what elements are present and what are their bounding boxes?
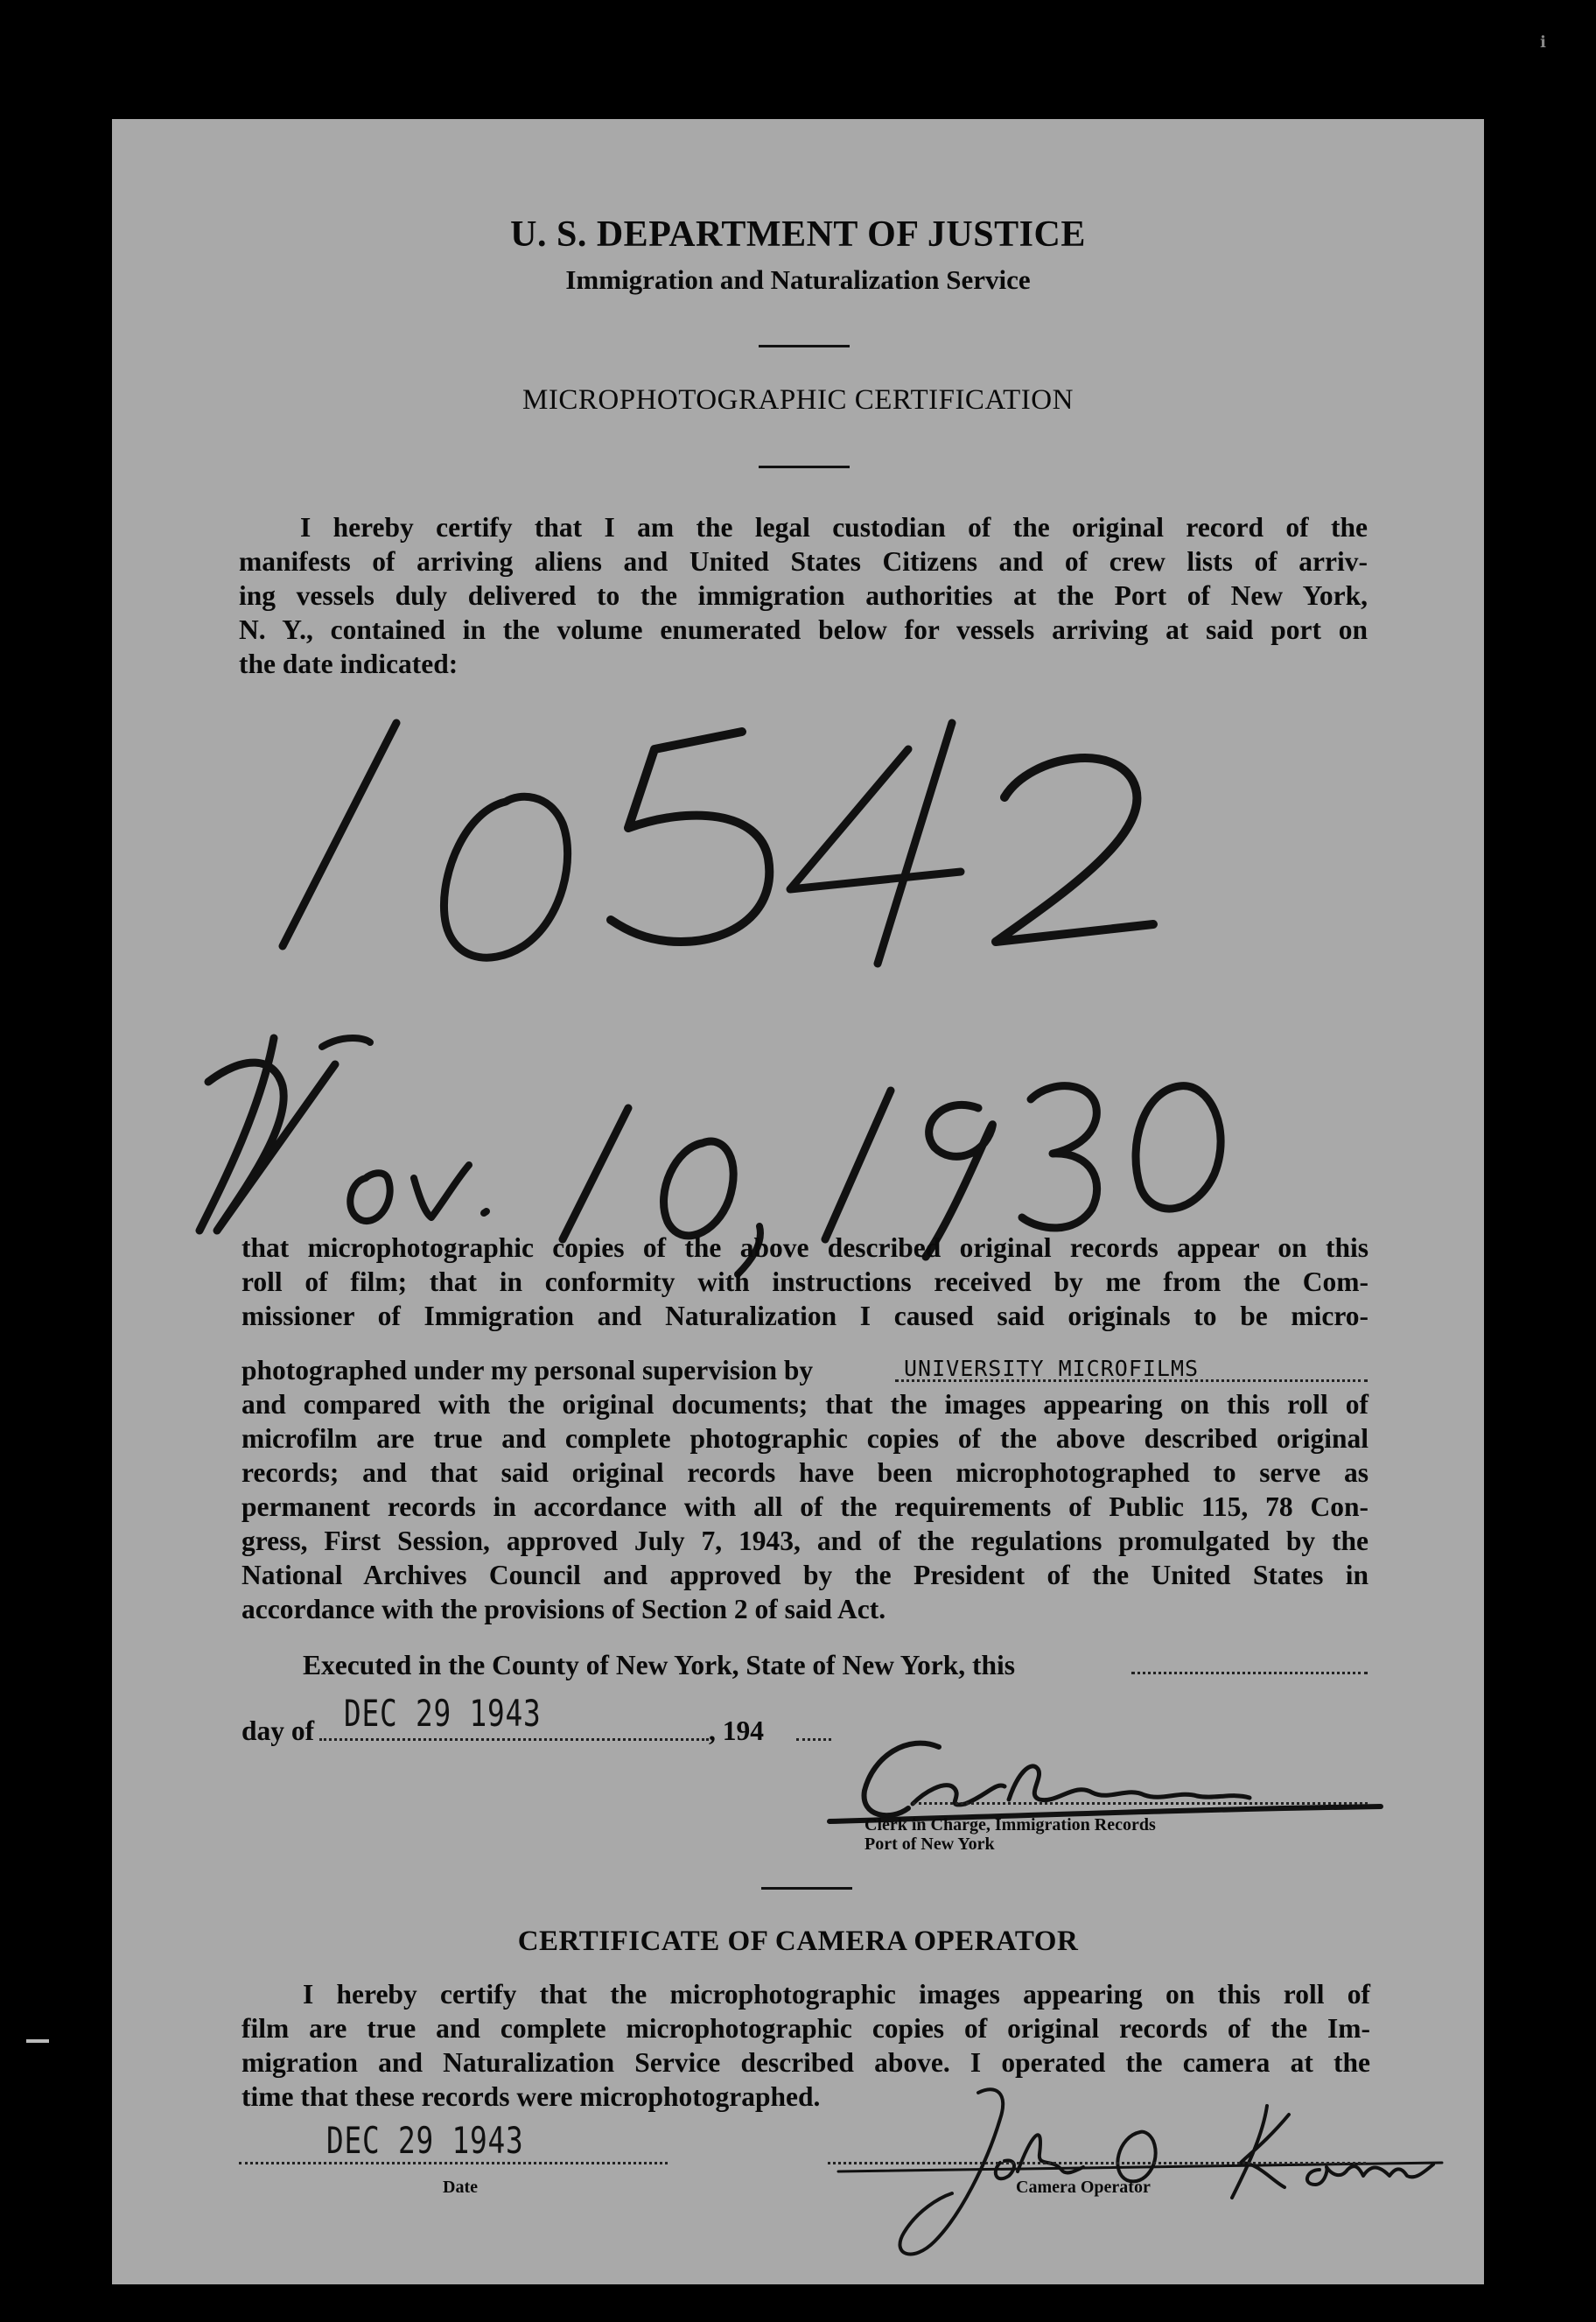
divider xyxy=(759,345,850,347)
text-line: I hereby certify that the microphotographic images appearing on this roll of xyxy=(303,1979,1370,2010)
text-line: and compared with the original documents; that the images appearing on this roll of xyxy=(242,1389,1368,1420)
supervision-label: photographed under my personal supervision by xyxy=(242,1355,814,1385)
clerk-title: Clerk in Charge, Immigration Records xyxy=(864,1815,1156,1834)
text-line: missioner of Immigration and Naturalization I caused said originals to be micro- xyxy=(242,1301,1368,1331)
date-fill-line xyxy=(239,2162,668,2164)
operator-stamped-date: DEC 29 1943 xyxy=(326,2119,524,2162)
text-line: permanent records in accordance with all of the requirements of Public 115, 78 Con- xyxy=(242,1491,1368,1522)
text-line: that microphotographic copies of the above described original records appear on this xyxy=(242,1232,1368,1263)
scan-corner-mark: ℹ︎ xyxy=(1540,33,1546,52)
clerk-signature-line xyxy=(913,1802,1368,1805)
text-line: microfilm are true and complete photographic copies of the above described original xyxy=(242,1423,1368,1454)
text-line: ing vessels duly delivered to the immigration authorities at the Port of New York, xyxy=(239,580,1368,611)
text-line: accordance with the provisions of Section 2 of said Act. xyxy=(242,1594,886,1624)
date-label: Date xyxy=(443,2178,478,2197)
intro-paragraph xyxy=(239,510,1368,681)
text-line: records; and that said original records have been microphotographed to serve as xyxy=(242,1457,1368,1488)
text-line: gress, First Session, approved July 7, 1943, and of the regulations promulgated by the xyxy=(242,1526,1368,1556)
typed-supervisor: UNIVERSITY MICROFILMS xyxy=(904,1356,1200,1381)
certification-title: MICROPHOTOGRAPHIC CERTIFICATION xyxy=(522,384,1074,416)
body-paragraph xyxy=(242,1387,1368,1626)
service-subheading: Immigration and Naturalization Service xyxy=(565,264,1031,295)
camera-operator-title: CERTIFICATE OF CAMERA OPERATOR xyxy=(517,1926,1079,1957)
month-fill-line xyxy=(319,1738,709,1741)
divider xyxy=(759,466,850,468)
text-line: migration and Naturalization Service described above. I operated the camera at the xyxy=(242,2047,1370,2078)
operator-label: Camera Operator xyxy=(1016,2178,1151,2197)
certificate-page xyxy=(112,119,1484,2284)
clerk-office: Port of New York xyxy=(864,1834,995,1854)
camera-operator-paragraph xyxy=(242,1977,1370,2114)
text-line: roll of film; that in conformity with instructions received by me from the Com- xyxy=(242,1266,1368,1297)
department-heading: U. S. DEPARTMENT OF JUSTICE xyxy=(510,214,1086,255)
scan-edge-mark xyxy=(26,2039,49,2043)
operator-signature-line xyxy=(828,2162,1366,2164)
divider xyxy=(761,1887,852,1890)
day-fill-line xyxy=(1131,1672,1368,1674)
executed-statement xyxy=(303,1648,1015,1682)
day-of-label: day of xyxy=(242,1715,315,1746)
text-line: I hereby certify that I am the legal custodian of the original record of the xyxy=(300,512,1368,543)
year-fill-line xyxy=(796,1738,831,1741)
handwritten-volume-number xyxy=(270,705,1477,1108)
executed-text: Executed in the County of New York, State of New York, this xyxy=(303,1650,1016,1680)
body-paragraph xyxy=(242,1231,1368,1333)
text-line: N. Y., contained in the volume enumerated below for vessels arriving at said port on xyxy=(239,614,1368,645)
text-line: manifests of arriving aliens and United States Citizens and of crew lists of arriv- xyxy=(239,546,1368,577)
text-line: the date indicated: xyxy=(239,649,458,679)
year-prefix: , 194 xyxy=(709,1715,764,1746)
text-line: film are true and complete microphotographic copies of original records of the Im- xyxy=(242,2013,1370,2044)
text-line: National Archives Council and approved by the President of the United States in xyxy=(242,1560,1368,1590)
supervision-line xyxy=(242,1353,1368,1387)
text-line: time that these records were microphotographed. xyxy=(242,2081,821,2112)
stamped-date: DEC 29 1943 xyxy=(344,1692,542,1735)
